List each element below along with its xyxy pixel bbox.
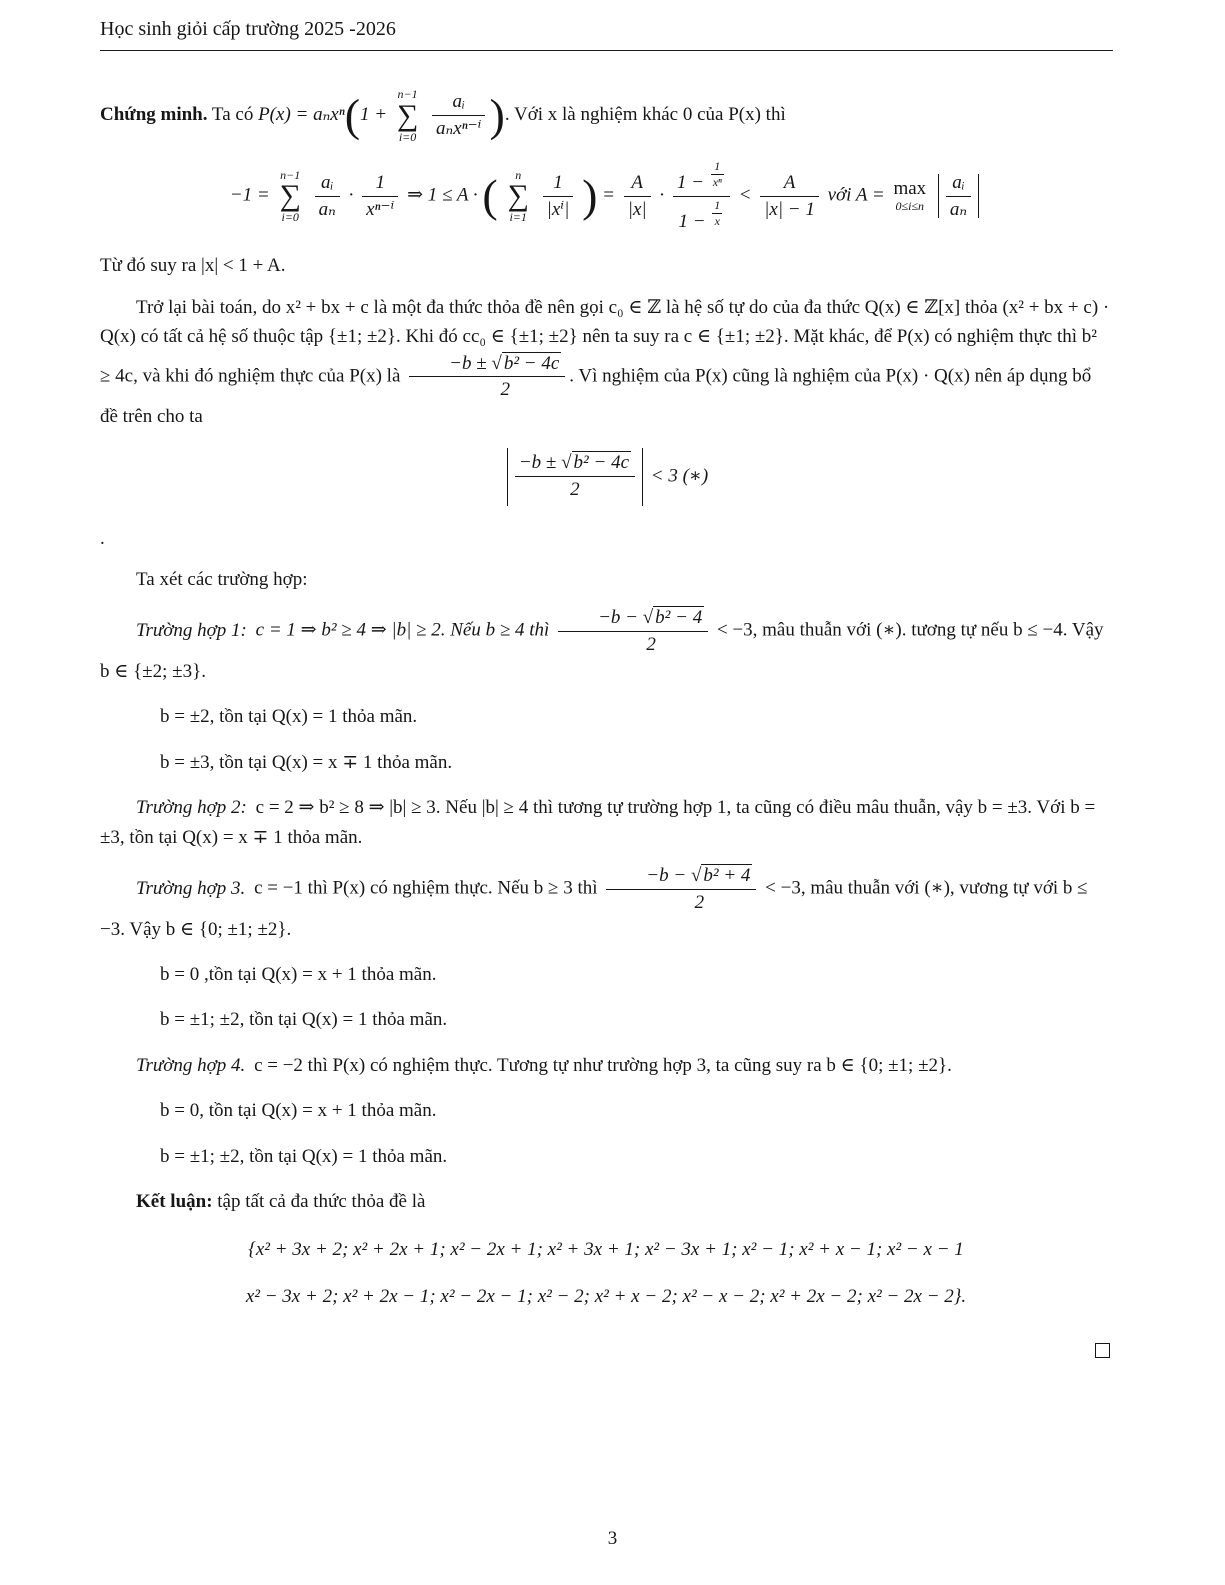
text-run: . Vì nghiệm của P(x) cũng là nghiệm của P(x) · Q(x) nên áp dụng bổ đề trên cho ta bbox=[100, 365, 1092, 428]
radical-icon: √ bbox=[561, 452, 572, 474]
conclusion-paragraph bbox=[100, 1187, 1112, 1216]
math-run: −b ± bbox=[518, 452, 562, 474]
fraction-denominator bbox=[673, 197, 730, 234]
proof-label: Chứng minh. bbox=[100, 103, 208, 125]
header-rule bbox=[100, 50, 1113, 51]
qed-row bbox=[100, 1338, 1112, 1367]
fraction bbox=[362, 171, 398, 222]
answer-set-line-2: x² − 3x + 2; x² + 2x − 1; x² − 2x − 1; x² − 2; x² + x − 2; x² − x − 2; x² + 2x − 2; x² − 2x − 2}. bbox=[245, 1286, 967, 1308]
fraction-numerator: aᵢ bbox=[315, 171, 340, 197]
fraction-numerator: 1 bbox=[711, 159, 724, 175]
stray-period: . bbox=[100, 527, 105, 549]
fraction bbox=[946, 171, 971, 222]
qed-icon bbox=[1095, 1343, 1110, 1358]
fraction-numerator bbox=[409, 352, 565, 378]
sigma-glyph: ∑ bbox=[279, 179, 301, 213]
math-run: c = 1 ⇒ b² ≥ 4 ⇒ |b| ≥ 2. Nếu b ≥ 4 thì bbox=[255, 620, 550, 642]
conclusion-label: Kết luận: bbox=[136, 1191, 213, 1213]
fraction-numerator: aᵢ bbox=[946, 171, 971, 197]
radicand: b² − 4c bbox=[573, 452, 629, 474]
sum-upper-limit: n−1 bbox=[397, 87, 418, 101]
left-paren: ( bbox=[482, 170, 498, 222]
fraction bbox=[543, 171, 574, 222]
header-title: Học sinh giỏi cấp trường 2025 -2026 bbox=[100, 18, 396, 40]
abs-bar bbox=[978, 174, 979, 218]
eq1-dot: · bbox=[659, 184, 665, 206]
lemma-conclusion: Từ đó suy ra |x| < 1 + A. bbox=[100, 255, 286, 277]
page-header bbox=[100, 14, 1113, 51]
fraction-denominator: 2 bbox=[694, 891, 705, 913]
fraction-numerator bbox=[673, 159, 730, 197]
fraction bbox=[711, 159, 724, 190]
case-1-paragraph bbox=[100, 606, 1112, 686]
math-run: −b − bbox=[598, 607, 643, 629]
right-paren: ) bbox=[582, 170, 598, 222]
eq1-with: với A = bbox=[827, 184, 885, 206]
max-subscript: 0≤i≤n bbox=[895, 199, 925, 214]
fraction bbox=[315, 171, 340, 222]
abs-bar bbox=[938, 174, 939, 218]
fraction-denominator: aₙxⁿ⁻ⁱ bbox=[436, 118, 482, 140]
case-4-sub-1: b = 0, tồn tại Q(x) = x + 1 thỏa mãn. bbox=[160, 1100, 437, 1122]
square-root bbox=[561, 451, 631, 473]
square-root bbox=[491, 352, 561, 374]
fraction-numerator: 1 bbox=[714, 197, 721, 212]
radical-icon: √ bbox=[690, 865, 702, 887]
summation-symbol bbox=[397, 88, 418, 143]
document-body bbox=[100, 88, 1112, 1367]
max-operator bbox=[893, 179, 926, 213]
case-4-sub-2: b = ±1; ±2, tồn tại Q(x) = 1 thỏa mãn. bbox=[160, 1145, 448, 1167]
case-3-paragraph bbox=[100, 864, 1112, 944]
abs-bar bbox=[507, 448, 508, 506]
text-run: Ta có bbox=[211, 103, 254, 125]
eq2-rhs: < 3 (∗) bbox=[650, 464, 709, 486]
fraction-nested bbox=[673, 159, 730, 233]
sum-lower-limit: i=1 bbox=[509, 210, 527, 225]
sum-lower-limit: i=0 bbox=[281, 210, 299, 225]
case-4-label: Trường hợp 4. bbox=[136, 1054, 246, 1076]
sigma-glyph: ∑ bbox=[507, 179, 529, 213]
eq1-implication: ⇒ 1 ≤ A · bbox=[407, 184, 478, 206]
sum-upper-limit: n bbox=[515, 167, 522, 182]
eq1-less-than: < bbox=[738, 184, 752, 206]
math-run: −b ± bbox=[449, 352, 492, 374]
summation-symbol bbox=[508, 169, 529, 224]
math-run: 1 − bbox=[678, 210, 706, 232]
fraction bbox=[624, 171, 651, 222]
fraction-denominator: aₙ bbox=[949, 198, 968, 220]
square-root bbox=[643, 606, 704, 628]
case-2-paragraph bbox=[100, 793, 1112, 852]
fraction bbox=[760, 171, 819, 222]
eq1-dot: · bbox=[348, 184, 354, 206]
sigma-glyph: ∑ bbox=[396, 98, 419, 132]
eq1-equals: = bbox=[602, 184, 615, 206]
answer-set-line-1: {x² + 3x + 2; x² + 2x + 1; x² − 2x + 1; x² + 3x + 1; x² − 3x + 1; x² − 1; x² + x − 1; x² − x − 1 bbox=[248, 1238, 964, 1260]
fraction bbox=[432, 90, 485, 141]
fraction-numerator: A bbox=[760, 171, 819, 197]
math-run: 1 + bbox=[360, 103, 388, 125]
paragraph-back-to-problem bbox=[100, 293, 1112, 432]
right-paren: ) bbox=[489, 89, 505, 141]
case-4-paragraph bbox=[100, 1051, 1112, 1080]
text-run: c = 2 ⇒ b² ≥ 8 ⇒ |b| ≥ 3. Nếu |b| ≥ 4 thì tương tự trường hợp 1, ta cũng có điều mâu thuẫn, vậy b = ±3. Với b = ±3, tồn tại Q(x) = x ∓ 1 thỏa mãn. bbox=[100, 797, 1096, 848]
case-3-label: Trường hợp 3. bbox=[136, 877, 246, 899]
equation-root-bound-lemma bbox=[100, 159, 1112, 233]
text-run: c = −1 thì P(x) có nghiệm thực. Nếu b ≥ 3 thì bbox=[254, 877, 598, 899]
case-1-sub-2: b = ±3, tồn tại Q(x) = x ∓ 1 thỏa mãn. bbox=[160, 751, 453, 773]
text-run: Trở lại bài toán, do x² + bx + c là một đa thức thỏa đề nên gọi c₀ ∈ ℤ là hệ số tự do của đa thức Q(x) ∈ ℤ[x] thỏa (x² + bx + c) · Q(x) có tất cả hệ số thuộc tập {±1; ±2}. Khi đó cc₀ ∈ {±1; ±2} nên ta suy ra c ∈ {±1; ±2}. Mặt khác, để P(x) có nghiệm thực thì b² ≥ 4c, và khi đó nghiệm thực của P(x) là bbox=[100, 296, 1110, 387]
fraction-denominator: x bbox=[714, 213, 720, 228]
fraction-numerator bbox=[515, 451, 635, 477]
equation-starred-bound bbox=[100, 448, 1112, 506]
fraction bbox=[558, 606, 708, 657]
fraction-numerator: 1 bbox=[543, 171, 574, 197]
text-run: c = −2 thì P(x) có nghiệm thực. Tương tự như trường hợp 3, ta cũng suy ra b ∈ {0; ±1; ±2}. bbox=[254, 1054, 952, 1076]
page-number: 3 bbox=[607, 1527, 618, 1549]
radical-icon: √ bbox=[642, 607, 654, 629]
radicand: b² + 4 bbox=[703, 865, 751, 887]
fraction-numerator: 1 bbox=[362, 171, 398, 197]
case-1-sub-1: b = ±2, tồn tại Q(x) = 1 thỏa mãn. bbox=[160, 706, 418, 728]
fraction-numerator: A bbox=[624, 171, 651, 197]
fraction-denominator: 2 bbox=[500, 379, 510, 401]
sum-upper-limit: n−1 bbox=[280, 167, 301, 182]
eq1-lhs: −1 = bbox=[229, 184, 270, 206]
fraction bbox=[409, 352, 565, 403]
case-2-label: Trường hợp 2: bbox=[136, 797, 247, 819]
case-1-label: Trường hợp 1: bbox=[136, 620, 247, 642]
fraction bbox=[606, 864, 756, 915]
square-root bbox=[691, 864, 752, 886]
abs-bar bbox=[642, 448, 643, 506]
math-run: 1 − bbox=[676, 171, 704, 193]
text-run: < −3, mâu thuẫn với (∗), vương tự với b ≤ −3. Vậy b ∈ {0; ±1; ±2}. bbox=[100, 877, 1088, 940]
text-run: . Với x là nghiệm khác 0 của P(x) thì bbox=[504, 103, 786, 125]
proof-intro-paragraph bbox=[100, 88, 1112, 143]
fraction-denominator: aₙ bbox=[318, 198, 336, 220]
fraction-numerator bbox=[558, 606, 708, 632]
math-run: P(x) = aₙxⁿ bbox=[258, 103, 345, 125]
max-label: max bbox=[893, 178, 927, 200]
fraction-denominator: |x| − 1 bbox=[764, 198, 815, 220]
math-run: −b − bbox=[646, 865, 691, 887]
fraction bbox=[515, 451, 635, 502]
fraction-denominator: 2 bbox=[646, 634, 656, 656]
fraction-numerator bbox=[606, 864, 756, 890]
sum-lower-limit: i=0 bbox=[398, 129, 417, 144]
radicand: b² − 4c bbox=[503, 352, 560, 374]
radicand: b² − 4 bbox=[655, 607, 703, 629]
fraction-denominator: |x| bbox=[627, 198, 647, 220]
case-3-sub-2: b = ±1; ±2, tồn tại Q(x) = 1 thỏa mãn. bbox=[160, 1009, 448, 1031]
text-run: < −3, mâu thuẫn với (∗). tương tự nếu b ≤ −4. Vậy b ∈ {±2; ±3}. bbox=[100, 620, 1104, 682]
radical-icon: √ bbox=[491, 352, 502, 374]
fraction-denominator: |xⁱ| bbox=[546, 198, 570, 220]
summation-symbol bbox=[280, 169, 301, 224]
cases-intro: Ta xét các trường hợp: bbox=[136, 568, 308, 590]
fraction-numerator: aᵢ bbox=[432, 90, 485, 116]
fraction-denominator: xⁿ bbox=[712, 175, 722, 190]
fraction-denominator: xⁿ⁻ⁱ bbox=[366, 198, 395, 220]
text-run: tập tất cả đa thức thỏa đề là bbox=[217, 1191, 426, 1213]
fraction bbox=[712, 198, 722, 229]
left-paren: ( bbox=[344, 89, 361, 141]
fraction-denominator: 2 bbox=[570, 479, 580, 501]
case-3-sub-1: b = 0 ,tồn tại Q(x) = x + 1 thỏa mãn. bbox=[160, 964, 437, 986]
